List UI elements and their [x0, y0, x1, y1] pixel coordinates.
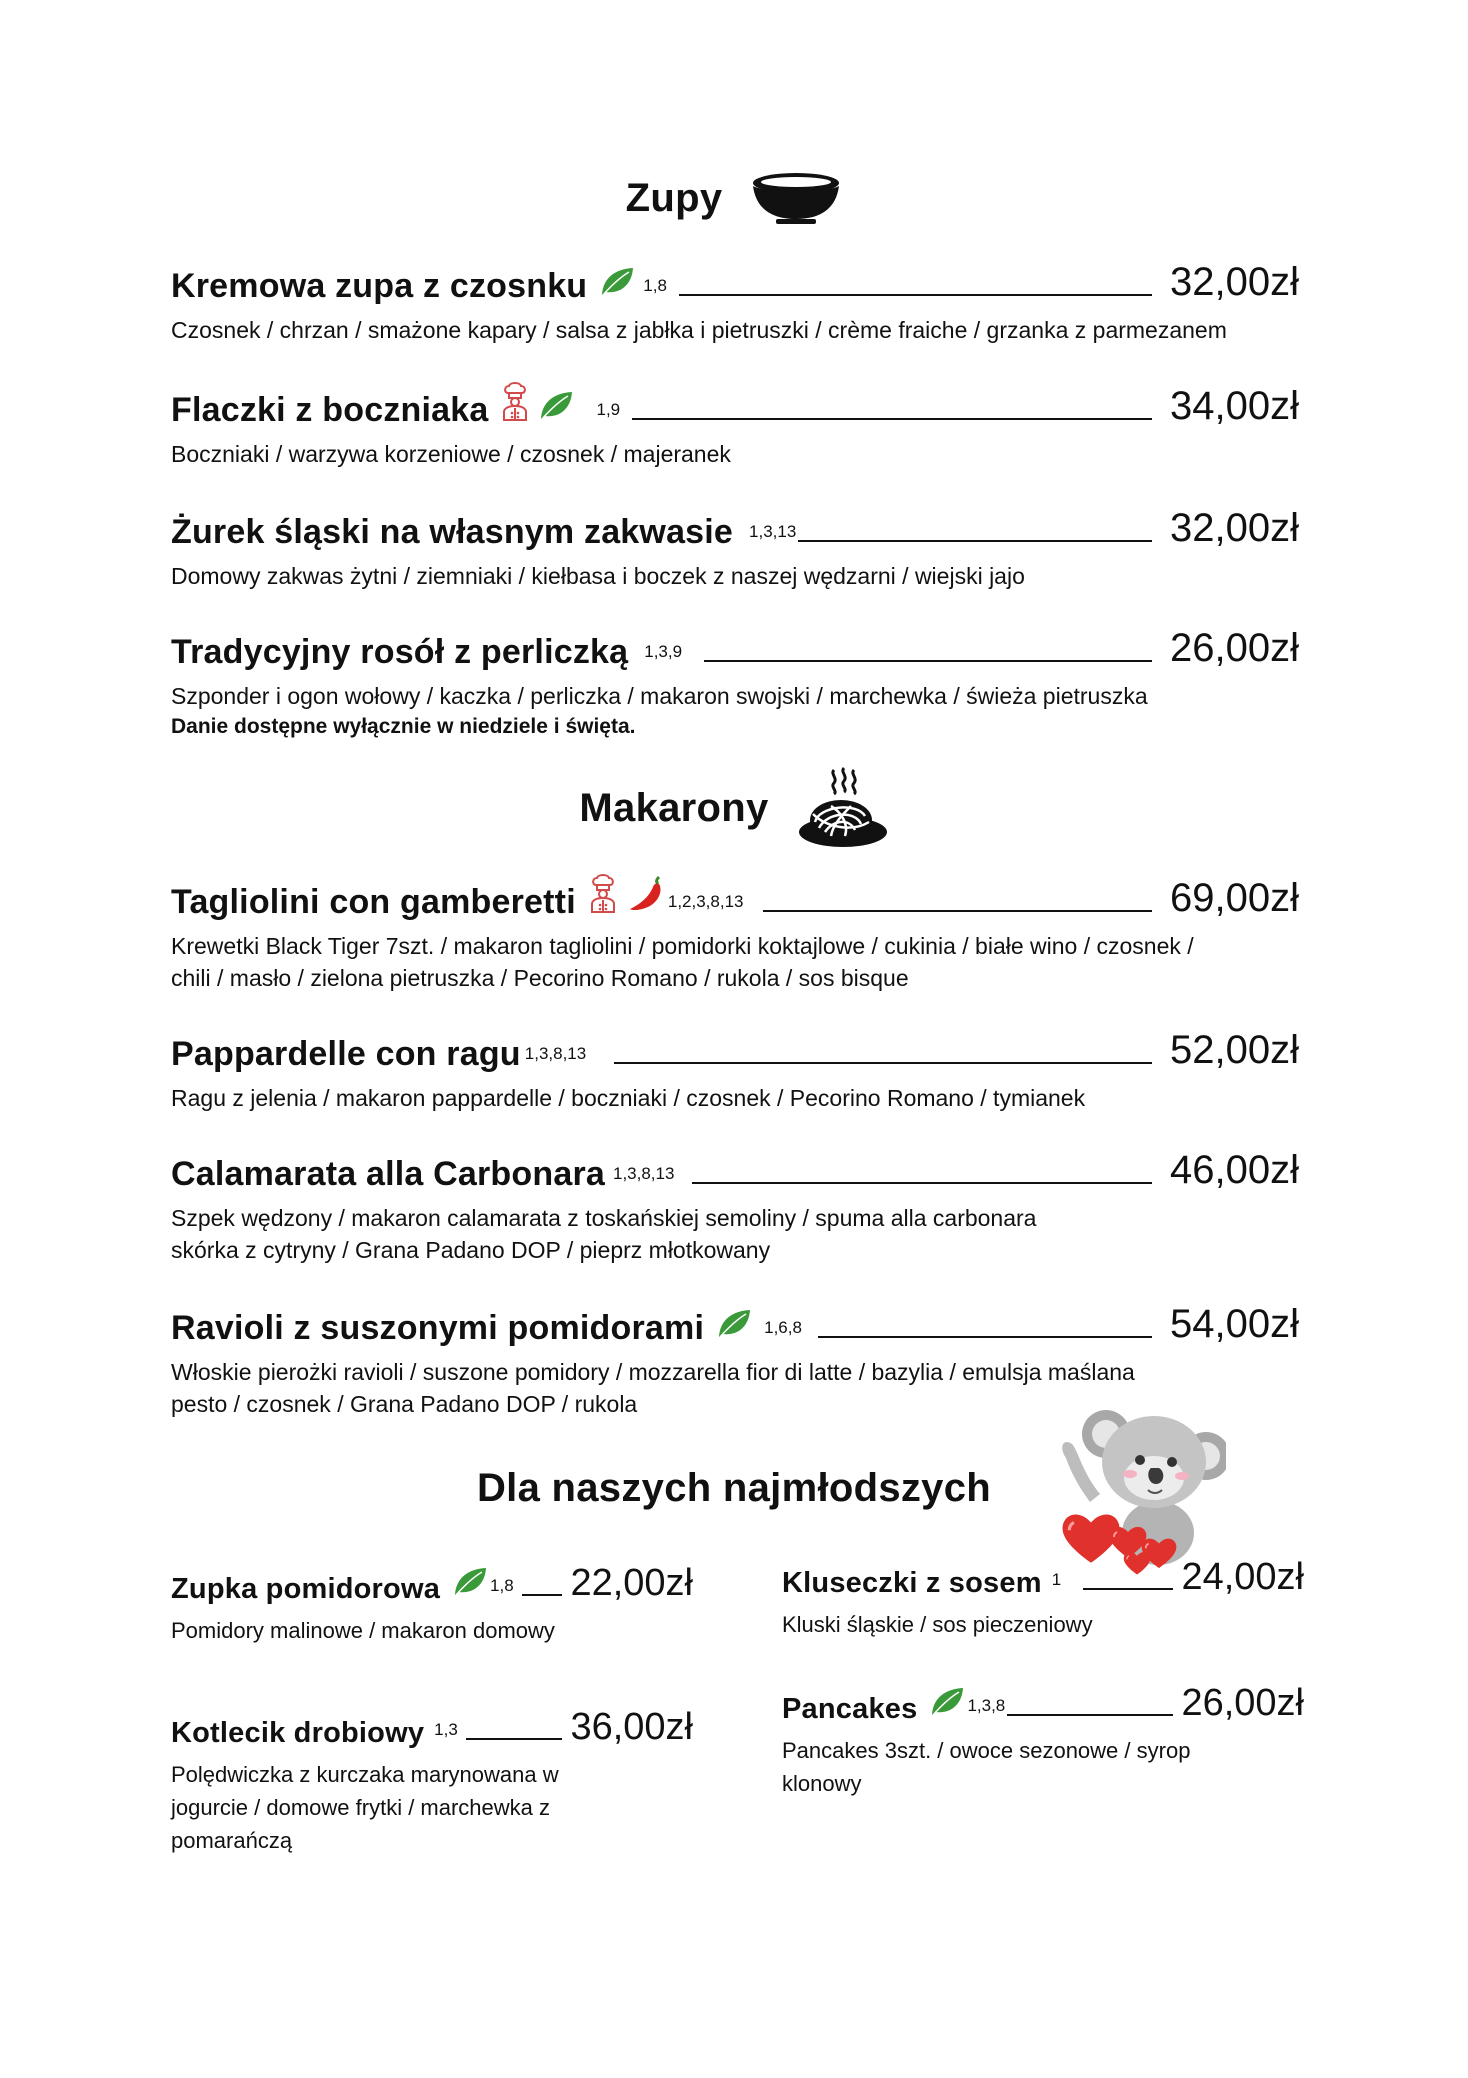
description-line: skórka z cytryny / Grana Padano DOP / pieprz młotkowany: [171, 1237, 771, 1263]
allergens: 1,3,8,13: [612, 1164, 675, 1183]
price-leader-line: [614, 1062, 1152, 1064]
section-title-text: Makarony: [579, 785, 769, 830]
item-description: [171, 930, 1299, 994]
price-leader-line: [704, 660, 1152, 662]
item-name: Tagliolini con gamberetti: [171, 883, 576, 921]
price-leader-line: [1083, 1588, 1173, 1590]
allergens: 1,6,8: [764, 1318, 802, 1337]
kids-item: [782, 1550, 1304, 1641]
item-description: [171, 1202, 1299, 1266]
description-line: Polędwiczka z kurczaka marynowana w: [171, 1762, 559, 1787]
item-name: Flaczki z boczniaka: [171, 391, 489, 429]
price-leader-line: [692, 1182, 1152, 1184]
price: 24,00zł: [1181, 1556, 1304, 1598]
item-name: Calamarata alla Carbonara: [171, 1155, 605, 1193]
price-leader-line: [679, 294, 1152, 296]
availability-note: Danie dostępne wyłącznie w niedziele i święta.: [171, 715, 636, 738]
description-line: chili / masło / zielona pietruszka / Pecorino Romano / rukola / sos bisque: [171, 965, 909, 991]
price-leader-line: [466, 1738, 563, 1740]
soup-item: [171, 622, 1299, 742]
allergens: 1,8: [490, 1576, 514, 1595]
item-description: Czosnek / chrzan / smażone kapary / salsa z jabłka i pietruszki / crème fraiche / grzanka z parmezanem: [171, 317, 1227, 343]
section-kids-title: [0, 1458, 1468, 1518]
item-name: Pancakes: [782, 1693, 918, 1725]
price: 46,00zł: [1170, 1148, 1299, 1192]
price-leader-line: [632, 418, 1152, 420]
section-pasta-title: [0, 766, 1468, 850]
allergens: 1,3,13: [749, 522, 797, 541]
kids-item: [171, 1556, 693, 1647]
item-name: Kotlecik drobiowy: [171, 1717, 425, 1749]
item-name: Kluseczki z sosem: [782, 1567, 1042, 1599]
vegetarian-leaf-icon: [538, 390, 574, 422]
description-line: Szpek wędzony / makaron calamarata z toskańskiej semoliny / spuma alla carbonara: [171, 1205, 1037, 1231]
description-line: klonowy: [782, 1771, 862, 1796]
item-description: Domowy zakwas żytni / ziemniaki / kiełbasa i boczek z naszej wędzarni / wiejski jajo: [171, 563, 1025, 589]
allergens: 1: [1051, 1570, 1062, 1589]
item-name: Pappardelle con ragu: [171, 1035, 521, 1073]
description-line: Krewetki Black Tiger 7szt. / makaron tagliolini / pomidorki koktajlowe / cukinia / białe wino / czosnek /: [171, 933, 1194, 959]
price-leader-line: [522, 1594, 563, 1596]
item-description: Szponder i ogon wołowy / kaczka / perliczka / makaron swojski / marchewka / świeża pietruszka: [171, 683, 1148, 709]
section-title-text: Dla naszych najmłodszych: [476, 1465, 992, 1510]
allergens: 1,8: [643, 276, 667, 295]
item-description: Ragu z jelenia / makaron pappardelle / boczniaki / czosnek / Pecorino Romano / tymianek: [171, 1085, 1086, 1111]
chef-recommendation-icon: [500, 382, 530, 422]
soup-item: [171, 256, 1299, 346]
price: 26,00zł: [1170, 626, 1299, 670]
kids-item: [171, 1700, 693, 1857]
soup-bowl-icon: [750, 171, 842, 225]
description-line: pesto / czosnek / Grana Padano DOP / rukola: [171, 1391, 638, 1417]
price-leader-line: [818, 1336, 1152, 1338]
price: 32,00zł: [1170, 260, 1299, 304]
section-soups-title: [0, 168, 1468, 228]
pasta-item: [171, 872, 1299, 994]
chef-recommendation-icon: [588, 874, 618, 914]
allergens: 1,3,8,13: [524, 1044, 587, 1063]
allergens: 1,3,8: [967, 1696, 1006, 1715]
description-line: pomarańczą: [171, 1828, 293, 1853]
price: 32,00zł: [1170, 506, 1299, 550]
item-name: Ravioli z suszonymi pomidorami: [171, 1309, 705, 1347]
item-description: [782, 1734, 1304, 1800]
price: 36,00zł: [570, 1706, 693, 1748]
pasta-item: [171, 1024, 1299, 1114]
price: 34,00zł: [1170, 384, 1299, 428]
vegetarian-leaf-icon: [716, 1308, 752, 1340]
kids-item: [782, 1676, 1304, 1800]
price: 54,00zł: [1170, 1302, 1299, 1346]
description-line: Włoskie pierożki ravioli / suszone pomidory / mozzarella fior di latte / bazylia / emulsja maślana: [171, 1359, 1135, 1385]
vegetarian-leaf-icon: [929, 1686, 965, 1718]
item-description: [171, 1758, 693, 1857]
item-name: Żurek śląski na własnym zakwasie: [171, 513, 734, 551]
allergens: 1,3,9: [644, 642, 683, 661]
pasta-item: [171, 1144, 1299, 1266]
price: 52,00zł: [1170, 1028, 1299, 1072]
item-name: Zupka pomidorowa: [171, 1573, 441, 1605]
item-description: Pomidory malinowe / makaron domowy: [171, 1618, 555, 1643]
item-name: Tradycyjny rosół z perliczką: [171, 633, 629, 671]
price: 69,00zł: [1170, 876, 1299, 920]
vegetarian-leaf-icon: [452, 1566, 488, 1598]
soup-item: [171, 380, 1299, 470]
chili-spicy-icon: [628, 874, 668, 914]
price: 22,00zł: [570, 1562, 693, 1604]
price: 26,00zł: [1181, 1682, 1304, 1724]
description-line: Pancakes 3szt. / owoce sezonowe / syrop: [782, 1738, 1191, 1763]
pasta-plate-icon: [797, 766, 889, 850]
price-leader-line: [798, 540, 1152, 542]
item-name: Kremowa zupa z czosnku: [171, 267, 588, 305]
allergens: 1,9: [596, 400, 621, 419]
allergens: 1,2,3,8,13: [667, 892, 744, 911]
section-title-text: Zupy: [625, 175, 723, 220]
description-line: jogurcie / domowe frytki / marchewka z: [171, 1795, 551, 1820]
price-leader-line: [1007, 1714, 1173, 1716]
item-description: Kluski śląskie / sos pieczeniowy: [782, 1612, 1093, 1637]
vegetarian-leaf-icon: [599, 266, 635, 298]
item-description: Boczniaki / warzywa korzeniowe / czosnek / majeranek: [171, 441, 731, 467]
price-leader-line: [763, 910, 1152, 912]
soup-item: [171, 502, 1299, 592]
allergens: 1,3: [434, 1720, 458, 1739]
